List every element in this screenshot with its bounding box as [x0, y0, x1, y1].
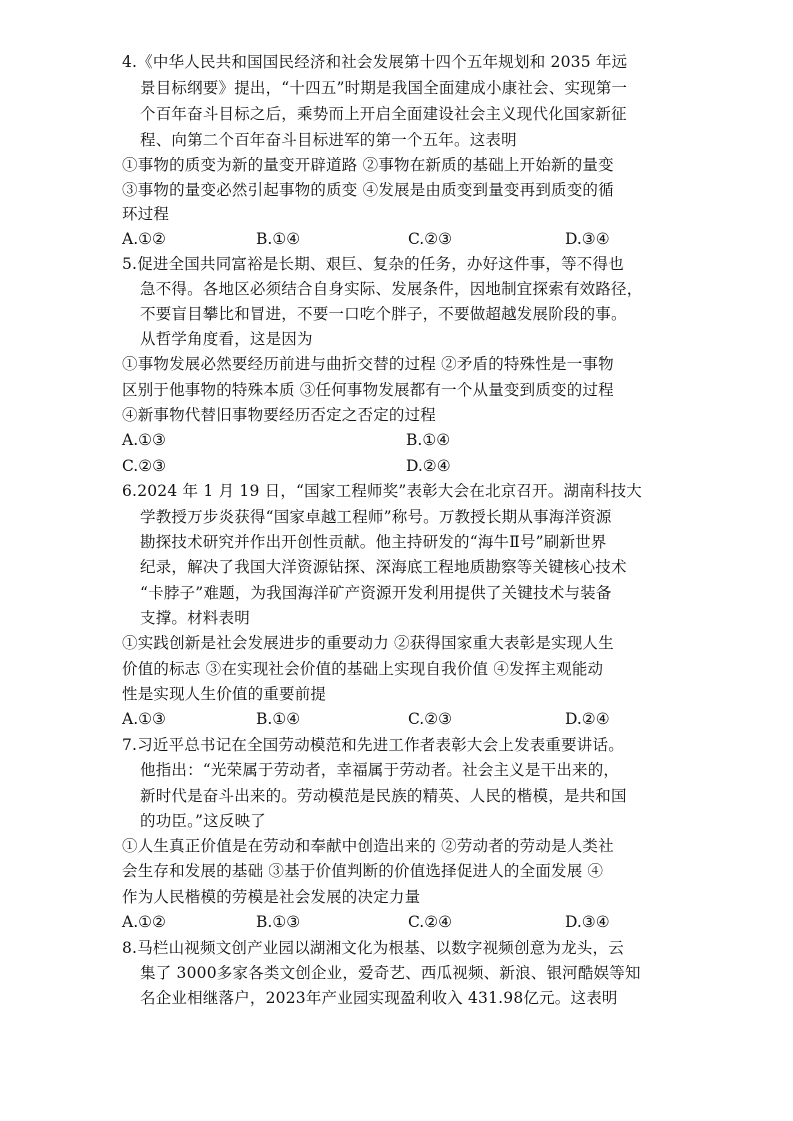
- choice-c[interactable]: C.②③: [122, 457, 167, 475]
- question-5-option-line: 区别于他事物的特殊本质 ③任何事物发展都有一个从量变到质变的过程: [122, 381, 614, 399]
- question-7-stem-line: 7.习近平总书记在全国劳动模范和先进工作者表彰大会上发表重要讲话。: [122, 736, 624, 754]
- choice-b[interactable]: B.①④: [256, 710, 301, 728]
- question-5-stem-line: 急不得。各地区必须结合自身实际、发展条件，因地制宜探索有效路径，: [140, 280, 643, 298]
- question-5-option-line: ①事物发展必然要经历前进与曲折交替的过程 ②矛盾的特殊性是一事物: [122, 355, 614, 373]
- choice-b[interactable]: B.①③: [256, 913, 301, 931]
- choice-b[interactable]: B.①④: [406, 431, 451, 449]
- question-7-stem-line: 新时代是奋斗出来的。劳动模范是民族的精英、人民的楷模，是共和国: [140, 787, 627, 805]
- question-7-stem-line: 他指出：“光荣属于劳动者，幸福属于劳动者。社会主义是干出来的，: [140, 761, 620, 779]
- choice-a[interactable]: A.①②: [122, 913, 166, 931]
- question-4-stem-line: 景目标纲要》提出，“十四五”时期是我国全面建成小康社会、实现第一: [140, 79, 628, 97]
- choice-b[interactable]: B.①④: [256, 230, 301, 248]
- question-6-stem-line: 支撑。材料表明: [140, 609, 250, 627]
- question-5-stem-line: 不要盲目攀比和冒进，不要一口吃个胖子，不要做超越发展阶段的事。: [140, 305, 627, 323]
- question-4-stem-line: 4.《中华人民共和国国民经济和社会发展第十四个五年规划和 2035 年远: [122, 53, 628, 71]
- question-6-stem-line: “卡脖子”难题，为我国海洋矿产资源开发利用提供了关键技术与装备: [140, 584, 612, 602]
- question-7-option-line: 会生存和发展的基础 ③基于价值判断的价值选择促进人的全面发展 ④: [122, 862, 604, 880]
- question-8-stem-line: 名企业相继落户，2023年产业园实现盈利收入 431.98亿元。这表明: [140, 989, 618, 1007]
- choice-d[interactable]: D.②④: [565, 710, 610, 728]
- question-6-option-line: ①实践创新是社会发展进步的重要动力 ②获得国家重大表彰是实现人生: [122, 634, 614, 652]
- question-5-stem-line: 从哲学角度看，这是因为: [140, 330, 313, 348]
- question-4-stem-line: 程、向第二个百年奋斗目标进军的第一个五年。这表明: [140, 131, 517, 149]
- choice-d[interactable]: D.②④: [406, 457, 451, 475]
- choice-d[interactable]: D.③④: [565, 913, 610, 931]
- question-4-option-line: ③事物的量变必然引起事物的质变 ④发展是由质变到量变再到质变的循: [122, 181, 614, 199]
- question-8-stem-line: 8.马栏山视频文创产业园以湖湘文化为根基、以数字视频创意为龙头，云: [122, 939, 624, 957]
- question-8-stem-line: 集了 3000多家各类文创企业，爱奇艺、西瓜视频、新浪、银河酷娱等知: [140, 964, 641, 982]
- question-4-stem-line: 个百年奋斗目标之后，乘势而上开启全面建设社会主义现代化国家新征: [140, 105, 627, 123]
- question-6-option-line: 价值的标志 ③在实现社会价值的基础上实现自我价值 ④发挥主观能动: [122, 660, 604, 678]
- choice-a[interactable]: A.①③: [122, 431, 166, 449]
- question-5-stem-line: 5.促进全国共同富裕是长期、艰巨、复杂的任务，办好这件事，等不得也: [122, 255, 624, 273]
- question-4-option-line: ①事物的质变为新的量变开辟道路 ②事物在新质的基础上开始新的量变: [122, 156, 614, 174]
- choice-c[interactable]: C.②③: [408, 710, 453, 728]
- question-7-option-line: ①人生真正价值是在劳动和奉献中创造出来的 ②劳动者的劳动是人类社: [122, 837, 614, 855]
- choice-c[interactable]: C.②④: [408, 913, 453, 931]
- question-6-stem-line: 纪录，解决了我国大洋资源钻探、深海底工程地质勘察等关键核心技术: [140, 558, 627, 576]
- choice-c[interactable]: C.②③: [408, 230, 453, 248]
- question-6-stem-line: 勘探技术研究并作出开创性贡献。他主持研发的“海牛Ⅱ号”刷新世界: [140, 533, 607, 551]
- question-7-stem-line: 的功臣。”这反映了: [140, 812, 266, 830]
- question-6-option-line: 性是实现人生价值的重要前提: [122, 685, 327, 703]
- question-7-option-line: 作为人民楷模的劳模是社会发展的决定力量: [122, 888, 421, 906]
- question-6-stem-line: 6.2024 年 1 月 19 日，“国家工程师奖”表彰大会在北京召开。湖南科技大: [122, 482, 643, 500]
- choice-d[interactable]: D.③④: [565, 230, 610, 248]
- choice-a[interactable]: A.①③: [122, 710, 166, 728]
- choice-a[interactable]: A.①②: [122, 230, 166, 248]
- question-4-option-line: 环过程: [122, 205, 170, 223]
- question-6-stem-line: 学教授万步炎获得“国家卓越工程师”称号。万教授长期从事海洋资源: [140, 508, 612, 526]
- question-5-option-line: ④新事物代替旧事物要经历否定之否定的过程: [122, 406, 437, 424]
